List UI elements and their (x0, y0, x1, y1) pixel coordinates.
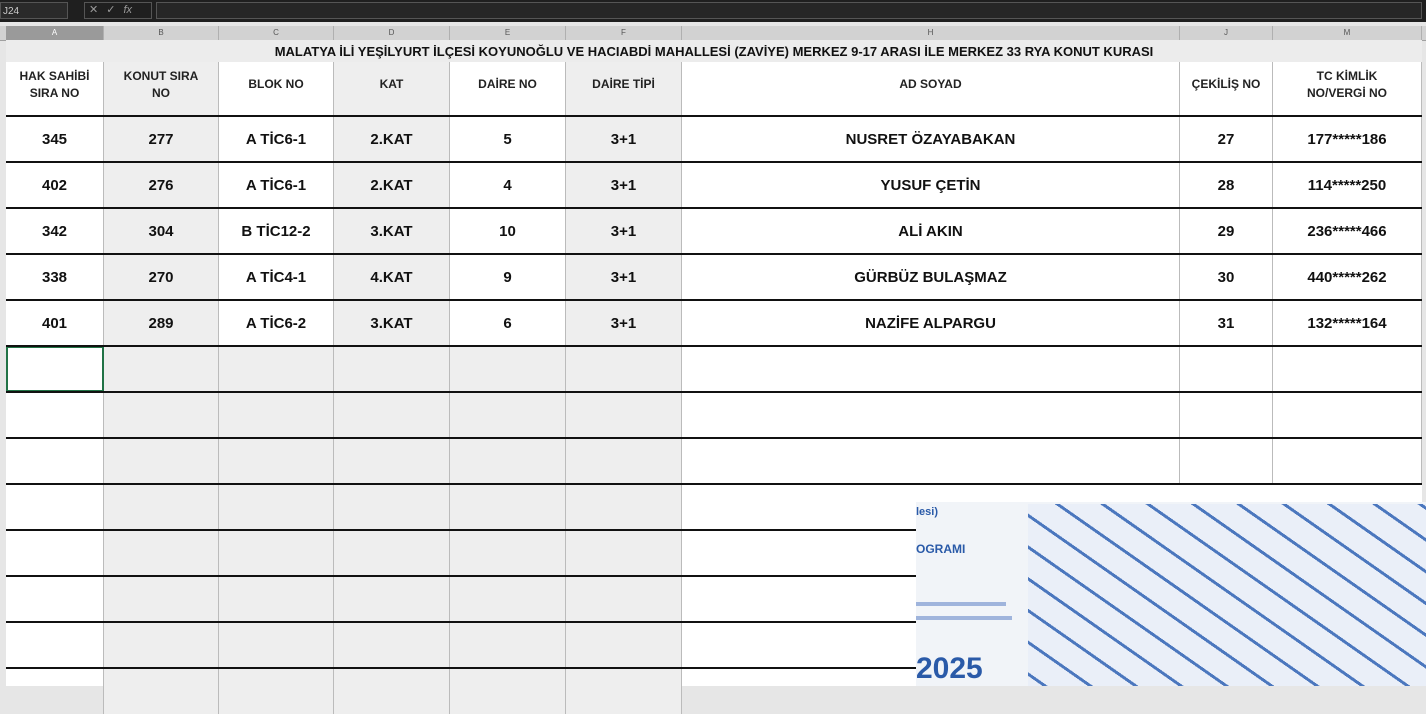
row-divider (6, 115, 1422, 117)
column-header-b[interactable]: B (104, 26, 219, 40)
cell-konut-sira[interactable]: 276 (104, 163, 219, 208)
header-daire-no-line1: DAİRE NO (478, 77, 537, 91)
header-konut-sira-line1: KONUT SIRA (123, 69, 199, 83)
cell-konut-sira[interactable] (104, 623, 219, 668)
cell-blok-no[interactable] (219, 393, 334, 438)
cell-kat[interactable] (334, 577, 450, 622)
cell-daire-no[interactable]: 5 (450, 117, 566, 162)
header-blok-no-line1: BLOK NO (248, 77, 304, 91)
cell-hak-sahibi[interactable]: 342 (6, 209, 104, 254)
cell-hak-sahibi[interactable] (6, 393, 104, 438)
cell-cekilis-no[interactable]: 28 (1180, 163, 1273, 208)
cell-konut-sira[interactable] (104, 577, 219, 622)
cell-konut-sira[interactable] (104, 669, 219, 714)
cell-tc-kimlik[interactable]: 132*****164 (1273, 301, 1422, 346)
cell-hak-sahibi[interactable] (6, 485, 104, 530)
cell-tc-kimlik[interactable]: 114*****250 (1273, 163, 1422, 208)
cell-daire-no[interactable]: 10 (450, 209, 566, 254)
row-divider (6, 437, 1422, 439)
cell-kat[interactable]: 3.KAT (334, 301, 450, 346)
cell-ad-soyad[interactable] (682, 347, 1180, 392)
row-divider (6, 483, 1422, 485)
cell-daire-tipi[interactable] (566, 393, 682, 438)
cell-hak-sahibi[interactable]: 402 (6, 163, 104, 208)
column-header-m[interactable]: M (1273, 26, 1422, 40)
cell-hak-sahibi[interactable]: 345 (6, 117, 104, 162)
header-hak-sahibi-line1: HAK SAHİBİ (19, 69, 90, 83)
cell-daire-tipi[interactable]: 3+1 (566, 255, 682, 300)
name-box[interactable]: J24 (0, 2, 68, 19)
column-header-j[interactable]: J (1180, 26, 1273, 40)
cell-blok-no[interactable] (219, 439, 334, 484)
cell-cekilis-no[interactable] (1180, 347, 1273, 392)
formula-bar (0, 0, 1426, 22)
cell-hak-sahibi[interactable] (6, 531, 104, 576)
cell-tc-kimlik[interactable]: 440*****262 (1273, 255, 1422, 300)
cell-cekilis-no[interactable] (1180, 439, 1273, 484)
cell-daire-no[interactable] (450, 531, 566, 576)
cell-kat[interactable]: 4.KAT (334, 255, 450, 300)
cell-kat[interactable] (334, 531, 450, 576)
cell-kat[interactable]: 2.KAT (334, 117, 450, 162)
cell-hak-sahibi[interactable]: 338 (6, 255, 104, 300)
cell-blok-no[interactable] (219, 669, 334, 714)
cell-kat[interactable] (334, 347, 450, 392)
cell-kat[interactable]: 3.KAT (334, 209, 450, 254)
cell-konut-sira[interactable] (104, 485, 219, 530)
header-konut-sira-line2: NO (152, 86, 170, 100)
column-header-e[interactable]: E (450, 26, 566, 40)
cell-kat[interactable]: 2.KAT (334, 163, 450, 208)
cell-blok-no[interactable]: A TİC6-2 (219, 301, 334, 346)
cell-daire-tipi[interactable] (566, 577, 682, 622)
cell-ad-soyad[interactable]: GÜRBÜZ BULAŞMAZ (682, 255, 1180, 300)
cell-blok-no[interactable] (219, 623, 334, 668)
cell-blok-no[interactable]: A TİC6-1 (219, 163, 334, 208)
cell-konut-sira[interactable]: 270 (104, 255, 219, 300)
cell-konut-sira[interactable] (104, 347, 219, 392)
overlay-text-2: OGRAMI (916, 542, 966, 556)
cell-daire-tipi[interactable] (566, 623, 682, 668)
cell-blok-no[interactable] (219, 577, 334, 622)
cell-daire-tipi[interactable] (566, 485, 682, 530)
overlay-year: 2025 (916, 652, 983, 685)
cell-tc-kimlik[interactable] (1273, 347, 1422, 392)
cell-konut-sira[interactable] (104, 531, 219, 576)
cell-cekilis-no[interactable]: 27 (1180, 117, 1273, 162)
cell-kat[interactable] (334, 669, 450, 714)
row-divider (6, 299, 1422, 301)
cell-tc-kimlik[interactable] (1273, 439, 1422, 484)
row-divider (6, 253, 1422, 255)
cell-hak-sahibi[interactable]: 401 (6, 301, 104, 346)
cell-daire-tipi[interactable] (566, 347, 682, 392)
formula-controls (84, 2, 152, 19)
cell-blok-no[interactable] (219, 531, 334, 576)
formula-input[interactable] (156, 2, 1422, 19)
column-header-f[interactable]: F (566, 26, 682, 40)
function-icon[interactable]: fx (123, 4, 132, 16)
cell-daire-no[interactable] (450, 485, 566, 530)
cell-ad-soyad[interactable]: YUSUF ÇETİN (682, 163, 1180, 208)
cell-blok-no[interactable] (219, 485, 334, 530)
cell-konut-sira[interactable] (104, 393, 219, 438)
cell-blok-no[interactable]: B TİC12-2 (219, 209, 334, 254)
cell-daire-tipi[interactable] (566, 531, 682, 576)
header-cekilis-no-line1: ÇEKİLİŞ NO (1191, 77, 1261, 91)
check-icon[interactable]: ✓ (106, 4, 116, 16)
cell-daire-no[interactable]: 4 (450, 163, 566, 208)
column-header-d[interactable]: D (334, 26, 450, 40)
cell-daire-no[interactable] (450, 393, 566, 438)
cell-hak-sahibi[interactable] (6, 669, 104, 714)
cell-tc-kimlik[interactable]: 236*****466 (1273, 209, 1422, 254)
column-header-c[interactable]: C (219, 26, 334, 40)
cell-daire-no[interactable] (450, 347, 566, 392)
cell-blok-no[interactable] (219, 347, 334, 392)
row-divider (6, 391, 1422, 393)
cell-blok-no[interactable]: A TİC4-1 (219, 255, 334, 300)
cell-ad-soyad[interactable] (682, 439, 1180, 484)
header-daire-tipi-line1: DAİRE TİPİ (592, 77, 655, 91)
cell-konut-sira[interactable]: 304 (104, 209, 219, 254)
sheet-title: MALATYA İLİ YEŞİLYURT İLÇESİ KOYUNOĞLU VE HACIABDİ MAHALLESİ (ZAVİYE) MERKEZ 9-17 ARASI İLE MERKEZ 33 RYA KONUT KURASI (6, 40, 1422, 62)
cell-ad-soyad[interactable] (682, 393, 1180, 438)
cell-hak-sahibi[interactable] (6, 623, 104, 668)
cell-daire-tipi[interactable]: 3+1 (566, 301, 682, 346)
column-header-a[interactable]: A (6, 26, 104, 40)
city-map-image (1028, 504, 1426, 686)
cell-daire-tipi[interactable]: 3+1 (566, 117, 682, 162)
header-ad-soyad-line1: AD SOYAD (899, 77, 962, 91)
cell-kat[interactable] (334, 623, 450, 668)
cell-ad-soyad[interactable]: NUSRET ÖZAYABAKAN (682, 117, 1180, 162)
cell-konut-sira[interactable]: 289 (104, 301, 219, 346)
row-divider (6, 345, 1422, 347)
row-divider (6, 161, 1422, 163)
cell-kat[interactable] (334, 485, 450, 530)
cell-konut-sira[interactable]: 277 (104, 117, 219, 162)
cell-kat[interactable] (334, 393, 450, 438)
cell-daire-no[interactable]: 6 (450, 301, 566, 346)
video-overlay (916, 502, 1426, 686)
cell-kat[interactable] (334, 439, 450, 484)
cell-daire-no[interactable] (450, 439, 566, 484)
cell-ad-soyad[interactable]: NAZİFE ALPARGU (682, 301, 1180, 346)
cell-daire-tipi[interactable] (566, 669, 682, 714)
cell-blok-no[interactable]: A TİC6-1 (219, 117, 334, 162)
overlay-text-1: lesi) (916, 506, 939, 518)
cell-cekilis-no[interactable]: 31 (1180, 301, 1273, 346)
cell-konut-sira[interactable] (104, 439, 219, 484)
row-divider (6, 207, 1422, 209)
cell-tc-kimlik[interactable] (1273, 393, 1422, 438)
cell-cekilis-no[interactable] (1180, 393, 1273, 438)
cell-daire-no[interactable] (450, 669, 566, 714)
column-header-h[interactable]: H (682, 26, 1180, 40)
cell-cekilis-no[interactable]: 30 (1180, 255, 1273, 300)
cell-hak-sahibi[interactable] (6, 439, 104, 484)
overlay-fine-print-2 (916, 616, 1012, 620)
cell-ad-soyad[interactable]: ALİ AKIN (682, 209, 1180, 254)
cell-tc-kimlik[interactable]: 177*****186 (1273, 117, 1422, 162)
cell-daire-no[interactable]: 9 (450, 255, 566, 300)
selected-cell-indicator (6, 346, 104, 392)
cell-cekilis-no[interactable]: 29 (1180, 209, 1273, 254)
cell-daire-tipi[interactable]: 3+1 (566, 163, 682, 208)
cell-daire-no[interactable] (450, 623, 566, 668)
column-headers (0, 26, 1426, 41)
cell-daire-tipi[interactable]: 3+1 (566, 209, 682, 254)
cell-hak-sahibi[interactable] (6, 577, 104, 622)
cell-daire-no[interactable] (450, 577, 566, 622)
cell-daire-tipi[interactable] (566, 439, 682, 484)
header-hak-sahibi-line2: SIRA NO (29, 86, 80, 100)
header-tc-kimlik-line2: NO/VERGİ NO (1306, 86, 1387, 100)
header-tc-kimlik-line1: TC KİMLİK (1316, 69, 1378, 83)
cancel-icon[interactable]: ✕ (89, 4, 99, 16)
overlay-fine-print (916, 602, 1006, 606)
header-kat-line1: KAT (379, 77, 404, 91)
